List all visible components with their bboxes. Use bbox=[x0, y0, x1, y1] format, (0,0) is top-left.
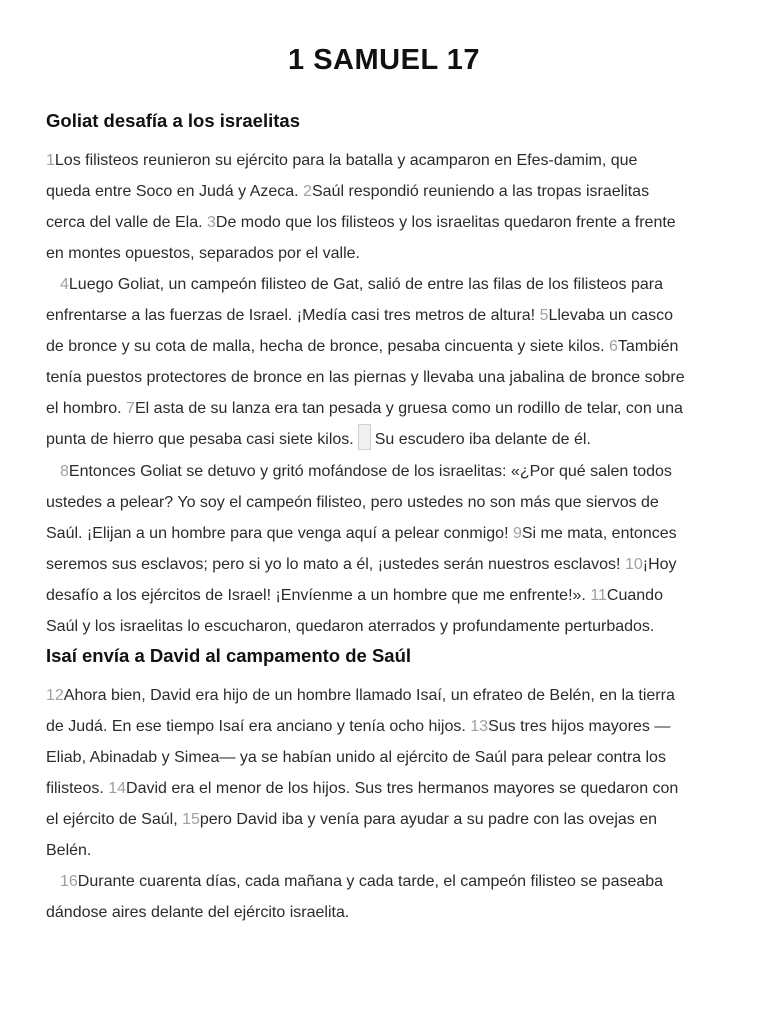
text-line bbox=[46, 300, 730, 331]
verse-number: 16 bbox=[60, 873, 78, 890]
verse-text: el ejército de Saúl, bbox=[46, 811, 183, 828]
verse-number: 15 bbox=[182, 811, 200, 828]
verse-text: Belén. bbox=[46, 842, 92, 859]
verse-text: enfrentarse a las fuerzas de Israel. ¡Medía casi tres metros de altura! bbox=[46, 307, 540, 324]
text-line bbox=[46, 238, 730, 269]
text-line bbox=[46, 207, 730, 238]
text-line bbox=[46, 897, 730, 928]
verse-text: desafío a los ejércitos de Israel! ¡Envíenme a un hombre que me enfrente!». bbox=[46, 587, 591, 604]
verse-text: ¡Hoy bbox=[642, 556, 677, 573]
section-heading-2: Isaí envía a David al campamento de Saúl bbox=[46, 645, 412, 666]
verse-number: 12 bbox=[46, 687, 64, 704]
text-line bbox=[46, 866, 730, 897]
verse-text: Eliab, Abinadab y Simea— ya se habían unido al ejército de Saúl para pelear contra los bbox=[46, 749, 666, 766]
verse-text: Si me mata, entonces bbox=[521, 525, 677, 542]
text-line bbox=[46, 711, 730, 742]
verse-text: de Judá. En ese tiempo Isaí era anciano y tenía ocho hijos. bbox=[46, 718, 471, 735]
verse-number: 7 bbox=[126, 400, 135, 417]
text-line bbox=[46, 393, 730, 424]
verse-number: 13 bbox=[470, 718, 489, 735]
text-line bbox=[46, 835, 730, 866]
verse-text: dándose aires delante del ejército israelita. bbox=[46, 904, 350, 921]
verse-number: 11 bbox=[590, 587, 607, 604]
verse-text: queda entre Soco en Judá y Azeca. bbox=[46, 183, 304, 200]
footnote-marker[interactable] bbox=[358, 424, 371, 450]
verse-text: punta de hierro que pesaba casi siete kilos. bbox=[46, 431, 354, 448]
verse-number: 10 bbox=[624, 556, 643, 573]
chapter-title: 1 SAMUEL 17 bbox=[288, 44, 480, 76]
verse-text: Luego Goliat, un campeón filisteo de Gat, salió de entre las filas de los filisteos para bbox=[68, 276, 664, 293]
verse-text: También bbox=[617, 338, 679, 355]
verse-text: en montes opuestos, separados por el valle. bbox=[46, 245, 360, 262]
verse-text: seremos sus esclavos; pero si yo lo mato a él, ¡ustedes serán nuestros esclavos! bbox=[46, 556, 625, 573]
verse-text: De modo que los filisteos y los israelitas quedaron frente a frente bbox=[215, 214, 676, 231]
verse-text: Ahora bien, David era hijo de un hombre llamado Isaí, un efrateo de Belén, en la tierra bbox=[63, 687, 675, 704]
verse-number: 5 bbox=[539, 307, 549, 324]
text-line bbox=[46, 549, 730, 580]
text-line bbox=[46, 804, 730, 835]
verse-text: de bronce y su cota de malla, hecha de bronce, pesaba cincuenta y siete kilos. bbox=[46, 338, 610, 355]
verse-text: David era el menor de los hijos. Sus tres hermanos mayores se quedaron con bbox=[126, 780, 679, 797]
paragraph bbox=[46, 269, 730, 455]
text-line bbox=[46, 487, 730, 518]
verse-text: el hombro. bbox=[46, 400, 127, 417]
verse-number: 4 bbox=[60, 276, 69, 293]
paragraph bbox=[46, 456, 730, 642]
verse-text: cerca del valle de Ela. bbox=[46, 214, 207, 231]
verse-text: tenía puestos protectores de bronce en las piernas y llevaba una jabalina de bronce sobre bbox=[46, 369, 685, 386]
section-heading-1: Goliat desafía a los israelitas bbox=[46, 110, 300, 131]
paragraph bbox=[46, 866, 730, 928]
verse-text: Saúl y los israelitas lo escucharon, quedaron aterrados y profundamente perturbados. bbox=[46, 618, 655, 635]
verse-text: El asta de su lanza era tan pesada y gruesa como un rodillo de telar, con una bbox=[134, 400, 683, 417]
text-line bbox=[46, 680, 730, 711]
verse-text: Sus tres hijos mayores — bbox=[488, 718, 671, 735]
verse-text: filisteos. bbox=[46, 780, 109, 797]
verse-number: 3 bbox=[206, 214, 216, 231]
text-line bbox=[46, 424, 730, 455]
text-line bbox=[46, 580, 730, 611]
text-line bbox=[46, 742, 730, 773]
text-line bbox=[46, 611, 730, 642]
verse-text: pero David iba y venía para ayudar a su padre con las ovejas en bbox=[199, 811, 658, 828]
verse-number: 14 bbox=[108, 780, 127, 797]
text-line bbox=[46, 145, 730, 176]
verse-text: Llevaba un casco bbox=[548, 307, 673, 324]
verse-number: 2 bbox=[303, 183, 312, 200]
verse-number: 1 bbox=[46, 152, 55, 169]
verse-number: 9 bbox=[512, 525, 522, 542]
text-line bbox=[46, 773, 730, 804]
text-line bbox=[46, 331, 730, 362]
paragraph bbox=[46, 145, 730, 269]
text-line bbox=[46, 456, 730, 487]
text-line bbox=[46, 269, 730, 300]
verse-number: 8 bbox=[60, 463, 69, 480]
verse-text: Saúl. ¡Elijan a un hombre para que venga aquí a pelear conmigo! bbox=[46, 525, 513, 542]
verse-text: ustedes a pelear? Yo soy el campeón filisteo, pero ustedes no son más que siervos de bbox=[46, 494, 659, 511]
text-line bbox=[46, 176, 730, 207]
verse-text: Cuando bbox=[606, 587, 663, 604]
text-line bbox=[46, 518, 730, 549]
verse-text: Saúl respondió reuniendo a las tropas israelitas bbox=[311, 183, 650, 200]
paragraph bbox=[46, 680, 730, 866]
verse-number: 6 bbox=[609, 338, 618, 355]
text-line bbox=[46, 362, 730, 393]
verse-text: Los filisteos reunieron su ejército para la batalla y acamparon en Efes-damim, que bbox=[54, 152, 638, 169]
verse-text: Durante cuarenta días, cada mañana y cada tarde, el campeón filisteo se paseaba bbox=[77, 873, 664, 890]
verse-text: Entonces Goliat se detuvo y gritó mofándose de los israelitas: «¿Por qué salen todos bbox=[68, 463, 672, 480]
verse-text: Su escudero iba delante de él. bbox=[374, 431, 591, 448]
